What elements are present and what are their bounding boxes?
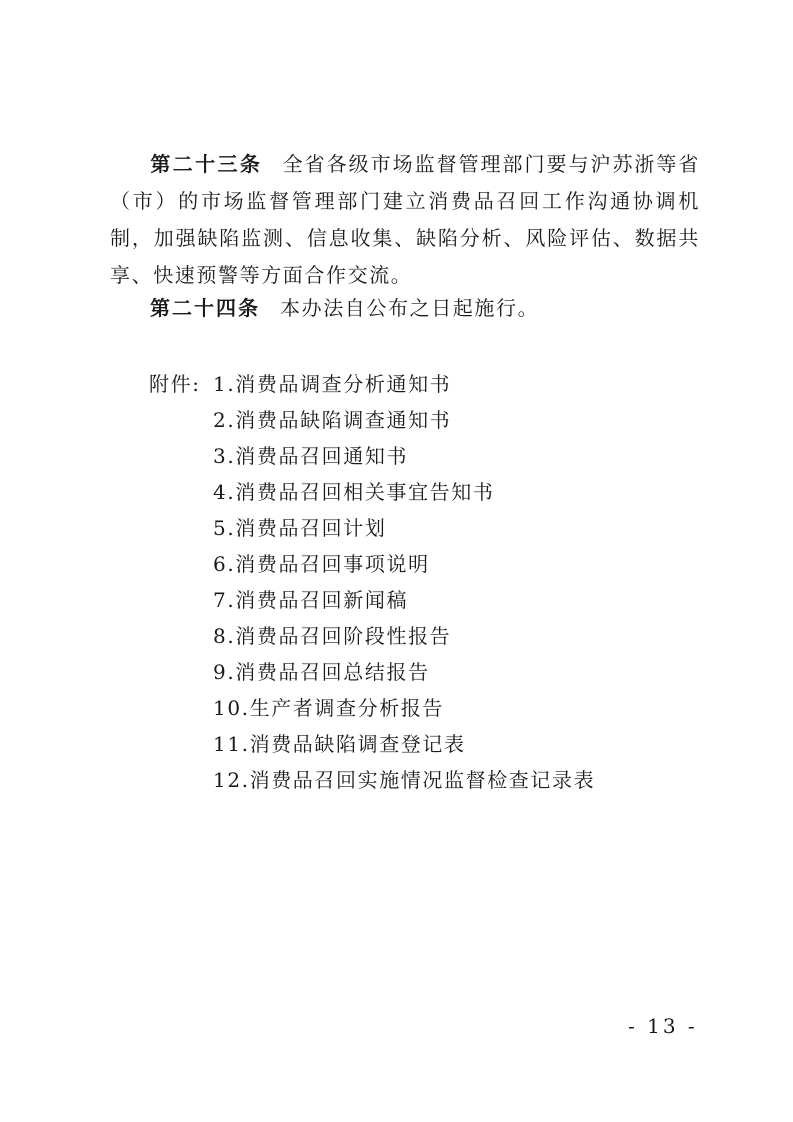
attachment-item: 10.生产者调查分析报告	[213, 696, 445, 720]
attachment-item: 5.消费品召回计划	[213, 516, 387, 540]
attachment-item: 4.消费品召回相关事宜告知书	[213, 480, 495, 504]
page-number: - 13 -	[628, 1014, 698, 1038]
article-24-text: 本办法自公布之日起施行。	[280, 296, 540, 320]
article-23-title: 第二十三条	[150, 152, 263, 176]
attachment-item: 3.消费品召回通知书	[213, 444, 409, 468]
attachment-item: 8.消费品召回阶段性报告	[213, 624, 452, 648]
attachments-label: 附件:	[149, 372, 201, 396]
attachment-item: 6.消费品召回事项说明	[213, 552, 430, 576]
attachment-item: 11.消费品缺陷调查登记表	[213, 732, 466, 756]
attachments-list	[213, 366, 595, 798]
attachment-item: 7.消费品召回新闻稿	[213, 588, 409, 612]
article-23-paragraph	[110, 146, 700, 294]
article-23-text: 全省各级市场监督管理部门要与沪苏浙等省（市）的市场监督管理部门建立消费品召回工作沟通协调机制，加强缺陷监测、信息收集、缺陷分析、风险评估、数据共享、快速预警等方面合作交流。	[110, 152, 701, 287]
attachment-item: 2.消费品缺陷调查通知书	[213, 408, 452, 432]
attachment-item: 12.消费品召回实施情况监督检查记录表	[213, 768, 596, 792]
article-24-title: 第二十四条	[150, 296, 260, 320]
attachment-item: 1.消费品调查分析通知书	[213, 372, 452, 396]
attachment-item: 9.消费品召回总结报告	[213, 660, 430, 684]
article-24-paragraph	[110, 290, 700, 327]
